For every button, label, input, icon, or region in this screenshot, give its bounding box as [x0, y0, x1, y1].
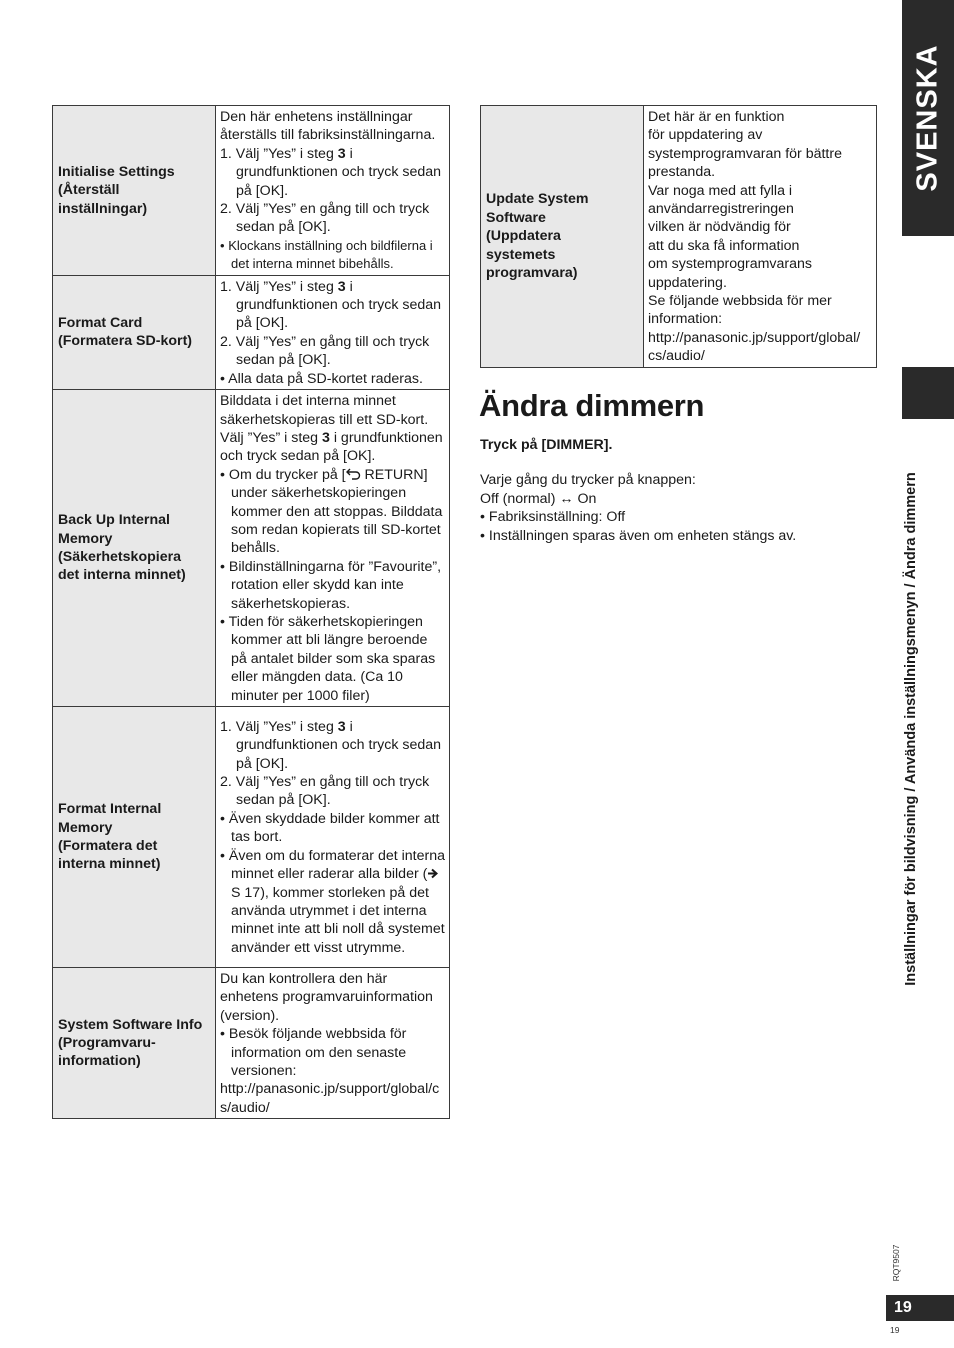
settings-table-right: [480, 105, 877, 368]
bullet-icon: •: [220, 810, 225, 827]
setting-description: [216, 707, 450, 968]
setting-label: [53, 707, 216, 968]
label-line: (Programvaru-: [58, 1034, 156, 1051]
label-line: Initialise Settings: [58, 163, 175, 180]
setting-label: [53, 390, 216, 707]
desc-line: prestanda.: [648, 164, 716, 181]
label-line: inställningar): [58, 200, 148, 217]
label-line: information): [58, 1053, 141, 1070]
desc-line: cs/audio/: [648, 348, 705, 365]
intro-text: Den här enhetens inställningar återställs till fabriksinställningarna.: [220, 109, 436, 144]
bullet-item: • Tiden för säkerhetskopieringen kommer att bli längre beroende på antalet bilder som ska sparas eller mängden data. (Ca 10 minuter per 1000 filer): [220, 613, 436, 704]
step-item: 1. Välj ”Yes” i steg 3 i grundfunktionen och tryck sedan på [OK].: [220, 145, 442, 199]
dimmer-intro: Varje gång du trycker på knappen:: [480, 472, 696, 489]
page-number-small: 19: [890, 1325, 900, 1335]
double-arrow-icon: ↔: [559, 490, 574, 507]
table-row: [53, 106, 450, 276]
return-arrow-icon: [346, 468, 361, 480]
label-line: programvara): [486, 264, 578, 281]
step-item: 1. Välj ”Yes” i steg 3 i grundfunktionen och tryck sedan på [OK].: [220, 278, 442, 332]
bullet-icon: •: [220, 237, 225, 253]
step-item: 2. Välj ”Yes” en gång till och tryck sedan på [OK].: [220, 774, 430, 809]
bullet-icon: •: [220, 613, 225, 630]
setting-label: [53, 106, 216, 276]
intro-text: Bilddata i det interna minnet säkerhetskopieras till ett SD-kort.: [220, 393, 429, 428]
desc-line: om systemprogramvarans: [648, 256, 812, 273]
label-line: systemets: [486, 246, 556, 263]
intro-text: Du kan kontrollera den här enhetens programvaruinformation (version).: [220, 971, 433, 1024]
label-line: det interna minnet): [58, 567, 186, 584]
bullet-icon: •: [220, 1026, 225, 1043]
bullet-item: • Bildinställningarna för ”Favourite”, rotation eller skydd kan inte säkerhetskopieras.: [220, 558, 442, 612]
page-number: 19: [886, 1295, 954, 1321]
dimmer-section: [480, 436, 880, 545]
label-line: Memory: [58, 819, 113, 836]
section-marker: [902, 367, 954, 419]
document-code: RQT9507: [891, 1244, 901, 1282]
bullet-item: • Om du trycker på [ RETURN] under säkerhetskopieringen kommer den att stoppas. Bilddata som redan kopierats till SD-kortet behålls.: [220, 466, 443, 557]
bullet-item: • Alla data på SD-kortet raderas.: [220, 370, 423, 387]
bullet-icon: •: [220, 370, 225, 387]
label-line: (Säkerhetskopiera: [58, 549, 182, 566]
label-line: (Återställ: [58, 182, 120, 199]
desc-line: Var noga med att fylla i: [648, 182, 793, 199]
label-line: Software: [486, 209, 546, 226]
setting-label: [53, 275, 216, 389]
dimmer-instruction: Tryck på [DIMMER].: [480, 437, 613, 453]
bullet-icon: •: [480, 509, 485, 526]
step-item: 2. Välj ”Yes” en gång till och tryck sedan på [OK].: [220, 333, 430, 369]
setting-description: [216, 106, 450, 276]
desc-line: att du ska få information: [648, 237, 800, 254]
bullet-icon: •: [220, 847, 225, 864]
table-row: [481, 106, 877, 368]
bullet-item: • Även om du formaterar det interna minnet eller raderar alla bilder (S 17), kommer storleken på det använda utrymmet i det interna minnet inte att bli noll då systemet använder ett visst utrymme.: [220, 847, 445, 956]
label-line: interna minnet): [58, 856, 161, 873]
label-line: (Uppdatera: [486, 228, 561, 245]
desc-line: användarregistreringen: [648, 201, 794, 218]
setting-description: [216, 390, 450, 707]
step-item: 2. Välj ”Yes” en gång till och tryck sedan på [OK].: [220, 201, 430, 236]
desc-line: Se följande webbsida för mer: [648, 293, 832, 310]
label-line: System Software Info: [58, 1016, 203, 1033]
language-label: SVENSKA: [911, 44, 944, 192]
section-title-vertical: Inställningar för bildvisning / Använda inställningsmenyn / Ändra dimmern: [903, 472, 919, 986]
bullet-item: • Klockans inställning och bildfilerna i det interna minnet bibehålls.: [220, 237, 433, 272]
table-row: [53, 275, 450, 389]
bullet-item: • Besök följande webbsida för information om den senaste versionen:: [220, 1026, 407, 1080]
dimmer-toggle: Off (normal) ↔ On: [480, 490, 597, 507]
desc-line: information:: [648, 311, 723, 328]
label-line: Back Up Internal: [58, 512, 170, 529]
bullet-item: • Inställningen sparas även om enheten stängs av.: [480, 527, 797, 544]
label-line: (Formatera SD-kort): [58, 333, 193, 350]
label-line: Format Internal: [58, 801, 162, 818]
section-heading-dimmer: Ändra dimmern: [479, 388, 705, 423]
bullet-item: • Fabriksinställning: Off: [480, 509, 626, 526]
desc-line: för uppdatering av: [648, 127, 763, 144]
right-arrow-icon: [427, 868, 438, 879]
bullet-item: • Även skyddade bilder kommer att tas bort.: [220, 810, 440, 846]
table-row: [53, 707, 450, 968]
label-line: Format Card: [58, 314, 143, 331]
setting-label: [481, 106, 644, 368]
bullet-icon: •: [480, 527, 485, 544]
setting-description: [644, 106, 877, 368]
label-line: Update System: [486, 191, 589, 208]
desc-line: Det här är en funktion: [648, 109, 785, 125]
desc-line: vilken är nödvändig för: [648, 219, 791, 236]
language-tab: [902, 0, 954, 236]
table-row: [53, 390, 450, 707]
support-url: http://panasonic.jp/support/global/cs/audio/: [220, 1081, 440, 1116]
setting-description: [216, 968, 450, 1119]
desc-line: http://panasonic.jp/support/global/: [648, 329, 861, 346]
label-line: Memory: [58, 530, 113, 547]
label-line: (Formatera det: [58, 838, 158, 854]
desc-line: uppdatering.: [648, 274, 727, 291]
bullet-icon: •: [220, 466, 225, 483]
table-row: [53, 968, 450, 1119]
step-item: 1. Välj ”Yes” i steg 3 i grundfunktionen och tryck sedan på [OK].: [220, 718, 442, 772]
setting-description: [216, 275, 450, 389]
intro-text: Välj ”Yes” i steg 3 i grundfunktionen och tryck sedan på [OK].: [220, 429, 443, 465]
settings-table-left: [52, 105, 450, 1119]
bullet-icon: •: [220, 558, 225, 575]
desc-line: systemprogramvaran för bättre: [648, 145, 842, 162]
setting-label: [53, 968, 216, 1119]
